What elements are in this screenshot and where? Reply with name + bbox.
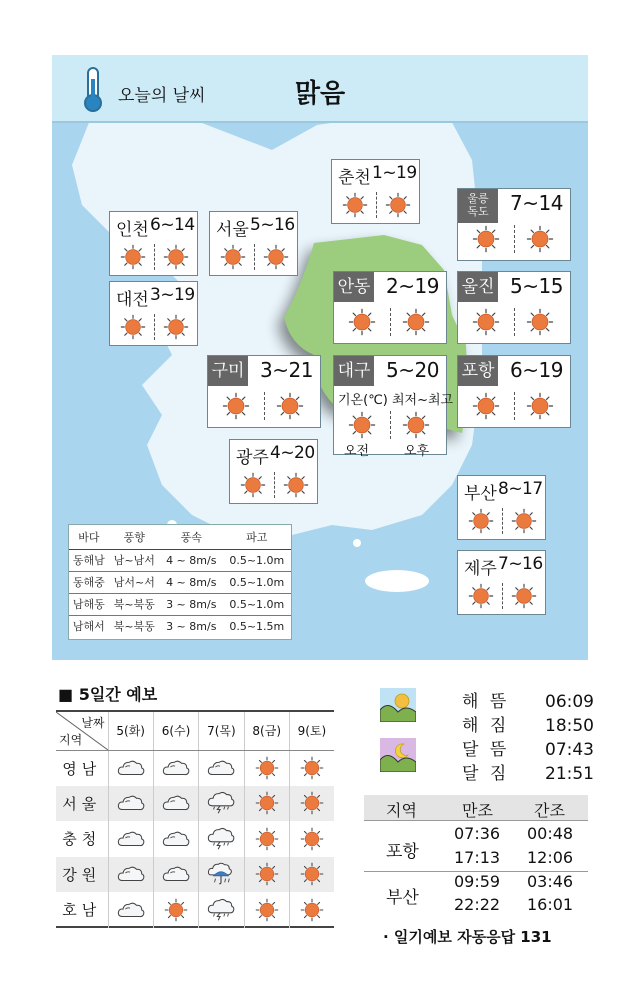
sun-icon xyxy=(120,244,146,270)
sun-icon xyxy=(276,392,304,420)
tide-high: 07:36 xyxy=(454,824,501,843)
sea-cell: 동해중 xyxy=(69,571,109,593)
cloud-icon xyxy=(117,898,145,922)
forecast-cell xyxy=(199,750,244,786)
city-busan xyxy=(457,475,546,540)
city-name: 울진 xyxy=(458,272,498,302)
panel-label: 오늘의 날씨 xyxy=(118,86,206,106)
tide-low: 12:06 xyxy=(527,848,574,867)
sun-icon xyxy=(283,472,309,498)
sea-cell: 3 ~ 8m/s xyxy=(160,593,223,615)
cloud-icon xyxy=(117,791,145,815)
sea-forecast-table xyxy=(68,524,292,640)
city-andong xyxy=(333,271,447,344)
sun-icon xyxy=(253,756,281,780)
city-temp: 6~19 xyxy=(510,358,563,382)
tide-low: 03:46 xyxy=(527,872,574,891)
table-corner xyxy=(56,712,108,750)
sea-cell: 4 ~ 8m/s xyxy=(160,571,223,593)
auto-response-line: · 일기예보 자동응답 131 xyxy=(383,928,552,946)
forecast-cell xyxy=(108,892,153,928)
sun-icon xyxy=(526,308,554,336)
forecast-cell xyxy=(244,750,289,786)
sun-icon xyxy=(468,583,494,609)
sea-header: 파고 xyxy=(223,525,291,549)
city-name: 서울 xyxy=(216,220,249,240)
city-gumi xyxy=(207,355,321,428)
tide-place: 부산 xyxy=(386,888,419,908)
sun-icon xyxy=(342,192,368,218)
city-temp: 5~15 xyxy=(510,274,563,298)
sea-header: 풍향 xyxy=(109,525,160,549)
tide-table xyxy=(364,795,588,921)
forecast-day: 8(금) xyxy=(244,712,289,750)
city-temp: 5~16 xyxy=(250,215,295,235)
city-temp: 3~21 xyxy=(260,358,313,382)
tide-header-cell: 만조 xyxy=(462,801,493,820)
sea-cell: 0.5~1.0m xyxy=(223,593,291,615)
forecast-region: 강원 xyxy=(56,857,108,893)
table-row xyxy=(69,549,291,571)
city-name: 제주 xyxy=(464,559,497,579)
city-name: 포항 xyxy=(458,356,498,386)
sun-icon xyxy=(298,862,326,886)
city-name: 춘천 xyxy=(338,168,371,188)
sun-icon xyxy=(468,508,494,534)
cloud-icon xyxy=(162,862,190,886)
sun-icon xyxy=(163,314,189,340)
sun-icon xyxy=(162,898,190,922)
sea-header-row xyxy=(69,525,291,549)
sea-cell: 3 ~ 8m/s xyxy=(166,619,217,633)
sun-icon xyxy=(511,508,537,534)
city-pohang xyxy=(457,355,571,428)
legend-am-label: 오전 xyxy=(344,444,370,459)
cloud-lightning-icon xyxy=(207,898,235,922)
sun-icon xyxy=(298,791,326,815)
sun-icon xyxy=(348,308,376,336)
tide-header-cell: 간조 xyxy=(534,801,565,820)
sun-icon xyxy=(298,827,326,851)
sunset-row: 해 짐 18:50 xyxy=(462,716,594,736)
city-temp: 4~20 xyxy=(270,443,315,463)
city-temp: 8~17 xyxy=(498,479,543,499)
moonrise-row: 달 뜸 07:43 xyxy=(462,740,594,760)
table-row xyxy=(56,750,334,786)
tide-high: 22:22 xyxy=(454,895,501,914)
sun-icon xyxy=(298,898,326,922)
forecast-region: 서울 xyxy=(56,786,108,822)
forecast-cell xyxy=(244,786,289,822)
sun-icon xyxy=(385,192,411,218)
sun-icon xyxy=(253,862,281,886)
sun-icon xyxy=(472,308,500,336)
forecast-day: 5(화) xyxy=(108,712,153,750)
city-temp: 7~14 xyxy=(510,191,563,215)
sun-icon xyxy=(222,392,250,420)
forecast-cell xyxy=(289,786,334,822)
legend-text: 기온(℃) 최저~최고 xyxy=(338,393,454,408)
cloud-icon xyxy=(117,862,145,886)
sun-icon xyxy=(511,583,537,609)
forecast-cell xyxy=(199,821,244,857)
forecast-region: 호남 xyxy=(56,892,108,928)
forecast-region: 충청 xyxy=(56,821,108,857)
city-name: 부산 xyxy=(464,484,497,504)
forecast-cell xyxy=(153,857,198,893)
forecast-cell xyxy=(289,857,334,893)
forecast-cell xyxy=(108,786,153,822)
sea-cell: 남서~서 xyxy=(109,571,160,593)
city-temp: 7~16 xyxy=(498,554,543,574)
sea-cell: 4 ~ 8m/s xyxy=(160,549,223,571)
tide-high: 09:59 xyxy=(454,872,501,891)
table-row xyxy=(69,615,291,637)
city-name: 인천 xyxy=(116,220,149,240)
forecast-cell xyxy=(289,821,334,857)
sea-header: 바다 xyxy=(69,525,109,549)
tide-low: 16:01 xyxy=(527,895,574,914)
cloud-umbrella-icon xyxy=(207,862,235,886)
forecast-day: 7(목) xyxy=(199,712,244,750)
sun-icon xyxy=(253,791,281,815)
sea-header: 풍속 xyxy=(160,525,223,549)
sea-cell: 남해서 xyxy=(72,620,105,634)
city-name: 대구 xyxy=(334,356,374,386)
sea-cell: 남해동 xyxy=(69,593,109,615)
moonrise-icon xyxy=(380,738,416,772)
tide-header xyxy=(364,795,588,821)
city-name: 대전 xyxy=(116,290,149,310)
forecast-title: ■ 5일간 예보 xyxy=(58,685,158,704)
sun-icon xyxy=(253,827,281,851)
sea-cell: 0.5~1.0m xyxy=(223,549,291,571)
sunrise-row: 해 뜸 06:09 xyxy=(462,692,594,712)
cloud-icon xyxy=(162,827,190,851)
sunrise-icon xyxy=(380,688,416,722)
forecast-cell xyxy=(153,750,198,786)
city-temp: 2~19 xyxy=(386,274,439,298)
city-name: 울릉 독도 xyxy=(458,189,498,223)
cloud-icon xyxy=(117,756,145,780)
sun-icon xyxy=(526,392,554,420)
table-row xyxy=(56,786,334,822)
cloud-lightning-icon xyxy=(207,827,235,851)
forecast-cell xyxy=(199,892,244,928)
sun-icon xyxy=(120,314,146,340)
moonset-row: 달 짐 21:51 xyxy=(462,764,594,784)
city-temp: 6~14 xyxy=(150,215,195,235)
sea-cell: 동해남 xyxy=(69,549,109,571)
city-name: 구미 xyxy=(208,356,248,386)
sun-icon xyxy=(402,308,430,336)
sea-cell: 0.5~1.0m xyxy=(223,571,291,593)
table-row xyxy=(56,857,334,893)
sun-icon xyxy=(472,392,500,420)
city-incheon xyxy=(109,211,198,276)
forecast-cell xyxy=(244,857,289,893)
forecast-cell xyxy=(108,821,153,857)
city-chuncheon xyxy=(331,159,420,224)
city-temp: 5~20 xyxy=(386,358,439,382)
cloud-icon xyxy=(117,827,145,851)
city-jeju xyxy=(457,550,546,615)
table-row xyxy=(56,892,334,928)
page-title: 맑음 xyxy=(294,79,346,109)
cloud-icon xyxy=(207,756,235,780)
city-name: 광주 xyxy=(236,448,269,468)
panel-header xyxy=(52,55,588,123)
sun-icon xyxy=(402,411,430,439)
forecast-cell xyxy=(289,892,334,928)
forecast-cell xyxy=(244,892,289,928)
cloud-icon xyxy=(162,791,190,815)
corner-date-label: 날짜 xyxy=(81,716,105,730)
city-uljin xyxy=(457,271,571,344)
forecast-region: 영남 xyxy=(56,750,108,786)
tide-high: 17:13 xyxy=(454,848,501,867)
city-seoul xyxy=(209,211,298,276)
forecast-cell xyxy=(108,857,153,893)
forecast-cell xyxy=(244,821,289,857)
forecast-day: 9(토) xyxy=(289,712,334,750)
sun-icon xyxy=(163,244,189,270)
cloud-lightning-icon xyxy=(207,791,235,815)
forecast-cell xyxy=(108,750,153,786)
forecast-cell xyxy=(199,857,244,893)
table-row xyxy=(69,571,291,593)
tide-place: 포항 xyxy=(386,842,419,862)
forecast-header-row xyxy=(56,712,334,750)
city-temp: 1~19 xyxy=(372,163,417,183)
forecast-cell xyxy=(153,786,198,822)
forecast-cell xyxy=(289,750,334,786)
table-row xyxy=(69,593,291,615)
sun-icon xyxy=(298,756,326,780)
city-daejeon xyxy=(109,281,198,346)
sun-icon xyxy=(472,225,500,253)
city-daegu xyxy=(333,355,454,459)
forecast-cell xyxy=(153,821,198,857)
forecast-cell xyxy=(153,892,198,928)
sun-icon xyxy=(348,411,376,439)
sea-cell: 0.5~1.5m xyxy=(229,619,285,633)
sun-icon xyxy=(220,244,246,270)
city-ulleung-dokdo xyxy=(457,188,571,261)
table-row xyxy=(56,821,334,857)
corner-region-label: 지역 xyxy=(59,732,83,747)
sea-cell: 북~북동 xyxy=(113,620,155,634)
sun-icon xyxy=(263,244,289,270)
sea-cell: 북~북동 xyxy=(109,593,160,615)
sun-icon xyxy=(240,472,266,498)
tide-header-cell: 지역 xyxy=(386,801,417,820)
tide-low: 00:48 xyxy=(527,824,574,843)
city-temp: 3~19 xyxy=(150,285,195,305)
city-gwangju xyxy=(229,439,318,504)
city-name: 안동 xyxy=(334,272,374,302)
forecast-table xyxy=(56,710,334,928)
sun-icon xyxy=(253,898,281,922)
cloud-icon xyxy=(162,756,190,780)
sea-cell: 남~남서 xyxy=(109,549,160,571)
forecast-day: 6(수) xyxy=(153,712,198,750)
legend-pm-label: 오후 xyxy=(404,444,430,459)
sun-icon xyxy=(526,225,554,253)
forecast-cell xyxy=(199,786,244,822)
